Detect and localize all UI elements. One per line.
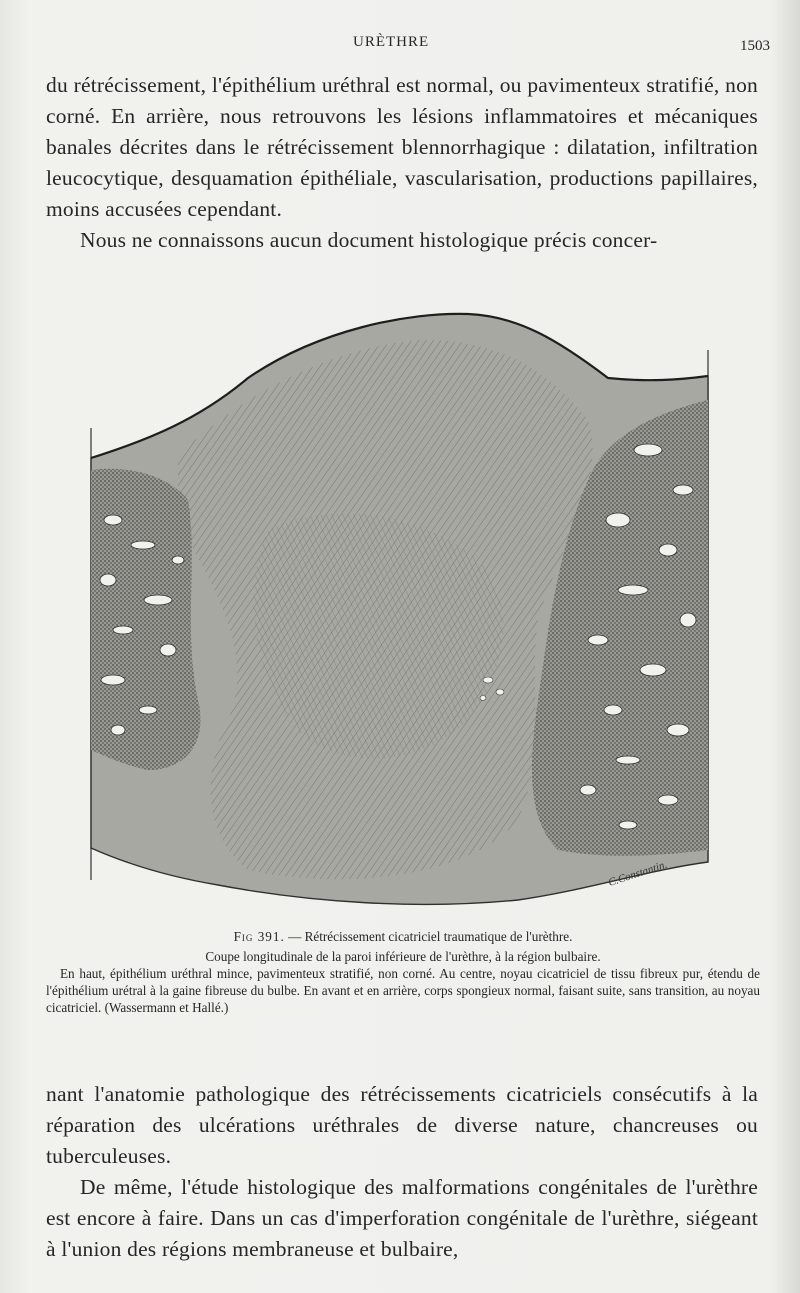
figure-caption xyxy=(46,928,760,1016)
figure-label: Fig 391. xyxy=(233,929,285,944)
page-number: 1503 xyxy=(740,38,770,54)
figure-subtitle: Coupe longitudinale de la paroi inférieure de l'urèthre, à la région bulbaire. xyxy=(205,949,601,964)
running-head xyxy=(0,34,800,54)
figure-histology-illustration xyxy=(88,300,712,912)
top-text xyxy=(46,70,758,256)
running-title: URÈTHRE xyxy=(353,34,430,50)
paragraph: De même, l'étude histologique des malformations congénitales de l'urèthre est encore à faire. Dans un cas d'imperforation congénitale de l'urèthre, siégeant à l'union des régions membraneuse et bulbaire, xyxy=(46,1175,758,1261)
paragraph: Nous ne connaissons aucun document histologique précis concer- xyxy=(80,228,658,252)
figure-description: En haut, épithélium uréthral mince, pavimenteux stratifié, non corné. Au centre, noyau cicatriciel de tissu fibreux pur, étendu de l'épithélium urétral à la gaine fibreuse du bulbe. En avant et en arrière, corps spongieux normal, faisant suite, sans transition, au noyau cicatriciel. (Wassermann et Hallé.) xyxy=(46,966,760,1015)
bottom-text xyxy=(46,1079,758,1265)
artist-signature: C.Constantin. xyxy=(606,858,669,889)
figure-title: — Rétrécissement cicatriciel traumatique de l'urèthre. xyxy=(288,929,573,944)
figure-title-line xyxy=(46,928,760,945)
histology-drawing xyxy=(88,300,712,912)
paragraph: du rétrécissement, l'épithélium uréthral est normal, ou pavimenteux stratifié, non corné. En arrière, nous retrouvons les lésions inflammatoires et mécaniques banales décrites dans le rétrécissement blennorrhagique : dilatation, infiltration leucocytique, desquamation épithéliale, vascularisation, productions papillaires, moins accusées cependant. xyxy=(46,73,758,221)
paragraph: nant l'anatomie pathologique des rétrécissements cicatriciels consécutifs à la réparation des ulcérations uréthrales de diverse nature, chancreuses ou tuberculeuses. xyxy=(46,1082,758,1168)
